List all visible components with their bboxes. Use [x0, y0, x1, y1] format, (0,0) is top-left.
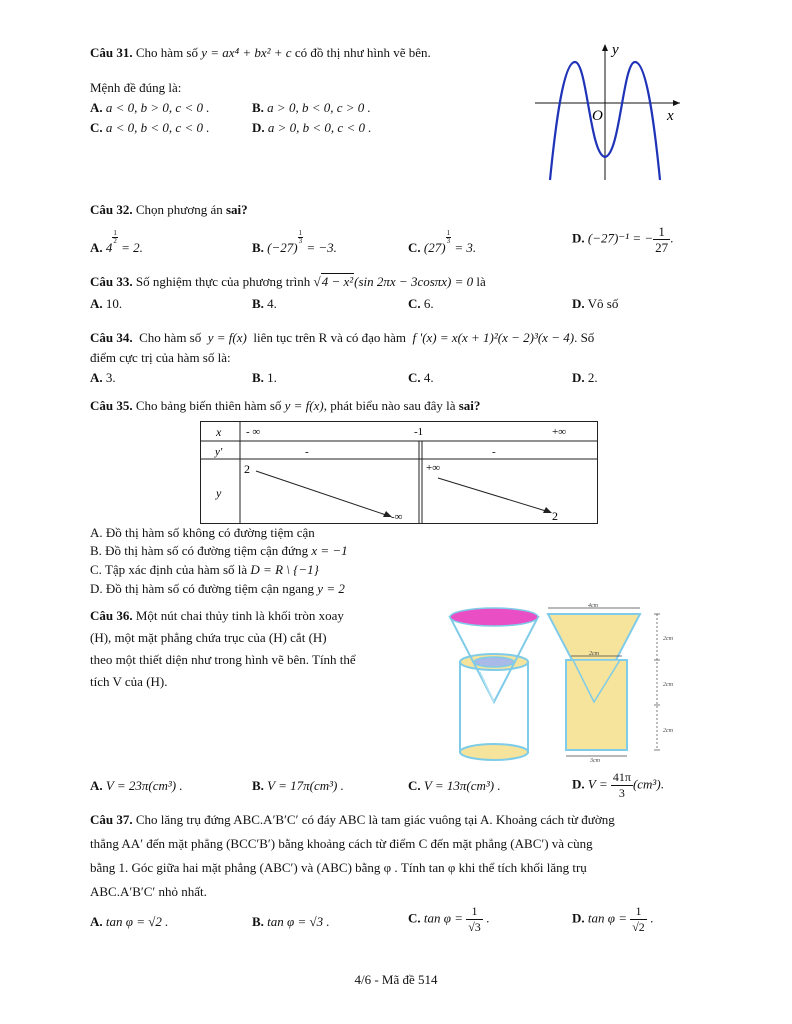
q37-option-c[interactable]: C. tan φ = $\frac{1}{√3}$ . — [408, 904, 490, 934]
q36-option-b[interactable]: B. V = 17π(cm³) . — [252, 778, 344, 793]
graph-y-label: y — [612, 42, 619, 58]
dim-top: 4cm — [588, 603, 598, 609]
q32-option-b[interactable]: B. (−27) $\frac{1}{3}$ = −3. — [252, 229, 337, 255]
q36-option-a[interactable]: A. V = 23π(cm³) . — [90, 778, 183, 793]
q34-option-c[interactable]: C. 4. — [408, 370, 434, 385]
table-x-neginf: - ∞ — [246, 426, 261, 438]
q31-option-d[interactable]: D. a > 0, b < 0, c < 0 . — [252, 120, 372, 135]
q34-option-d[interactable]: D. 2. — [572, 370, 598, 385]
q31-option-a[interactable]: A. a < 0, b > 0, c < 0 . — [90, 100, 210, 115]
q33-option-d[interactable]: D. Vô số — [572, 296, 619, 311]
graph-x-label: x — [667, 108, 674, 124]
dim-h1: 2cm — [663, 636, 673, 642]
q32-stem: Câu 32. Chọn phương án sai? — [90, 202, 248, 217]
q36-figure — [440, 602, 690, 767]
q34-option-a[interactable]: A. 3. — [90, 370, 116, 385]
q35-stem: Câu 35. Cho bảng biến thiên hàm số y = f(x), phát biểu nào sau đây là sai? — [90, 398, 481, 413]
q35-variation-table — [200, 421, 598, 524]
q37-option-b[interactable]: B. tan φ = √3 . — [252, 914, 330, 929]
q36-line1: Câu 36. Một nút chai thủy tinh là khối tròn xoay — [90, 608, 344, 623]
table-x-minus1: -1 — [414, 426, 424, 438]
q37-line1: Câu 37. Cho lăng trụ đứng ABC.A′B′C′ có đáy ABC là tam giác vuông tại A. Khoảng cách từ đường — [90, 812, 615, 827]
q31-option-b[interactable]: B. a > 0, b < 0, c > 0 . — [252, 100, 371, 115]
q33-option-b[interactable]: B. 4. — [252, 296, 277, 311]
q31-prompt: Mệnh đề đúng là: — [90, 80, 182, 95]
table-yprime-sign-right: - — [492, 446, 496, 458]
table-yprime-sign-left: - — [305, 446, 309, 458]
q36-line2: (H), một mặt phẳng chứa trục của (H) cắt (H) — [90, 630, 327, 645]
table-x-posinf: +∞ — [552, 426, 567, 438]
dim-bot: 3cm — [590, 758, 600, 764]
q33-stem: Câu 33. Số nghiệm thực của phương trình √4 − x²(sin 2πx − 3cosπx) = 0 là — [90, 274, 486, 289]
table-y-right-bottom: 2 — [552, 509, 558, 523]
q32-option-d[interactable]: D. (−27)⁻¹ = − $\frac{1}{27}$ . — [572, 224, 674, 255]
q36-option-d[interactable]: D. V = $\frac{41\pi}{3}$ (cm³). — [572, 770, 664, 800]
graph-origin-label: O — [592, 108, 603, 124]
q35-option-d[interactable]: D. Đồ thị hàm số có đường tiệm cận ngang y = 2 — [90, 581, 345, 596]
q33-option-c[interactable]: C. 6. — [408, 296, 434, 311]
dim-mid: 2cm — [589, 651, 599, 657]
table-x-header: x — [216, 425, 222, 439]
q34-stem-line2: điểm cực trị của hàm số là: — [90, 350, 231, 365]
q37-option-d[interactable]: D. tan φ = $\frac{1}{√2}$ . — [572, 904, 654, 934]
q34-stem-line1: Câu 34. Cho hàm số y = f(x) liên tục trên R và có đạo hàm f '(x) = x(x + 1)²(x − 2)³(x − 4). Số — [90, 330, 595, 345]
q36-option-c[interactable]: C. V = 13π(cm³) . — [408, 778, 501, 793]
q36-line4: tích V của (H). — [90, 674, 168, 689]
table-y-left-bottom: -∞ — [391, 511, 403, 523]
q37-line4: ABC.A′B′C′ nhỏ nhất. — [90, 884, 207, 899]
q31-stem: Câu 31. Cho hàm số y = ax⁴ + bx² + c có đồ thị như hình vẽ bên. — [90, 45, 431, 60]
table-y-header: y — [216, 486, 222, 500]
q35-option-c[interactable]: C. Tập xác định của hàm số là D = R \ {−1} — [90, 562, 319, 577]
q37-line3: bằng 1. Góc giữa hai mặt phẳng (ABC′) và (ABC) bằng φ . Tính tan φ khi thể tích khối lăng trụ — [90, 860, 587, 875]
q37-option-a[interactable]: A. tan φ = √2 . — [90, 914, 169, 929]
q31-graph — [530, 40, 690, 185]
q32-option-a[interactable]: A. 4 $\frac{1}{2}$ = 2. — [90, 229, 143, 255]
q37-line2: thẳng AA′ đến mặt phẳng (BCC′B′) bằng khoảng cách từ điểm C đến mặt phẳng (ABC′) và cùng — [90, 836, 593, 851]
q34-option-b[interactable]: B. 1. — [252, 370, 277, 385]
table-y-left-top: 2 — [244, 462, 250, 476]
page-footer: 4/6 - Mã đề 514 — [354, 972, 438, 987]
dim-h2: 2cm — [663, 682, 673, 688]
q35-option-a[interactable]: A. Đồ thị hàm số không có đường tiệm cận — [90, 525, 315, 540]
q33-option-a[interactable]: A. 10. — [90, 296, 123, 311]
q35-option-b[interactable]: B. Đồ thị hàm số có đường tiệm cận đứng x = −1 — [90, 543, 348, 558]
table-y-right-top: +∞ — [426, 462, 441, 474]
q36-line3: theo một thiết diện như trong hình vẽ bên. Tính thể — [90, 652, 356, 667]
q31-option-c[interactable]: C. a < 0, b < 0, c < 0 . — [90, 120, 210, 135]
dim-h3: 2cm — [663, 728, 673, 734]
q32-option-c[interactable]: C. (27) $\frac{1}{3}$ = 3. — [408, 229, 477, 255]
table-yprime-header: y' — [215, 446, 223, 458]
